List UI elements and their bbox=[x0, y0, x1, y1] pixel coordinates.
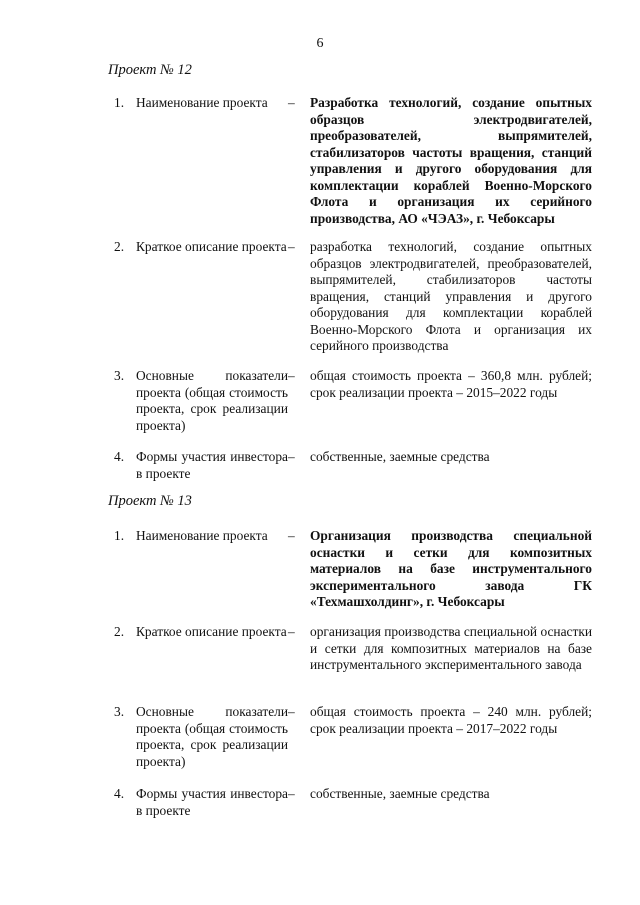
row-number: 4. bbox=[114, 449, 125, 464]
row-dash: – bbox=[288, 368, 295, 383]
row-label: Наименование проекта bbox=[136, 528, 268, 543]
project-13-description-value: организация производства специальной оснастки и сетки для композитных материалов на базе инструментального экспериментального завода bbox=[310, 624, 592, 672]
row-dash: – bbox=[288, 786, 295, 801]
project-12-description-value: разработка технологий, создание опытных образцов электродвигателей, преобразователей, выпрямителей, стабилизаторов частоты вращения, станций управления и другого оборудования для комплектации кораблей Военно-Морского Флота и организация их серийного производства bbox=[310, 239, 592, 353]
row-dash: – bbox=[288, 95, 295, 110]
row-dash: – bbox=[288, 449, 295, 464]
row-number: 1. bbox=[114, 528, 125, 543]
row-number: 4. bbox=[114, 786, 125, 801]
project-12-investor-value: собственные, заемные средства bbox=[310, 449, 490, 464]
row-label: Формы участия инвестора в проекте bbox=[136, 449, 288, 481]
row-label: Краткое описание проекта bbox=[136, 239, 287, 254]
row-number: 1. bbox=[114, 95, 125, 110]
page-number: 6 bbox=[316, 36, 324, 51]
row-dash: – bbox=[288, 239, 295, 254]
row-number: 3. bbox=[114, 704, 125, 719]
row-number: 3. bbox=[114, 368, 125, 383]
row-label: Краткое описание проекта bbox=[136, 624, 287, 639]
project-13-indicators-value: общая стоимость проекта – 240 млн. рублей; срок реализации проекта – 2017–2022 годы bbox=[310, 704, 592, 736]
row-label: Наименование проекта bbox=[136, 95, 268, 110]
project-12-indicators-value: общая стоимость проекта – 360,8 млн. рублей; срок реализации проекта – 2015–2022 годы bbox=[310, 368, 592, 400]
row-number: 2. bbox=[114, 624, 125, 639]
project-13-name-value: Организация производства специальной оснастки и сетки для композитных материалов на базе инструментального экспериментального завода ГК «Техмашхолдинг», г. Чебоксары bbox=[310, 528, 592, 609]
row-label: Формы участия инвестора в проекте bbox=[136, 786, 288, 818]
project-12-title: Проект № 12 bbox=[108, 62, 192, 78]
project-13-title: Проект № 13 bbox=[108, 493, 192, 509]
project-13-investor-value: собственные, заемные средства bbox=[310, 786, 490, 801]
row-dash: – bbox=[288, 624, 295, 639]
row-label: Основные показатели проекта (общая стоимость проекта, срок реализации проекта) bbox=[136, 704, 288, 769]
row-dash: – bbox=[288, 528, 295, 543]
row-number: 2. bbox=[114, 239, 125, 254]
row-dash: – bbox=[288, 704, 295, 719]
project-12-name-value: Разработка технологий, создание опытных образцов электродвигателей, преобразователей, выпрямителей, стабилизаторов частоты вращения, станций управления и другого оборудования для комплектации кораблей Военно-Морского Флота и организация их серийного производства, АО «ЧЭАЗ», г. Чебоксары bbox=[310, 95, 592, 226]
row-label: Основные показатели проекта (общая стоимость проекта, срок реализации проекта) bbox=[136, 368, 288, 433]
